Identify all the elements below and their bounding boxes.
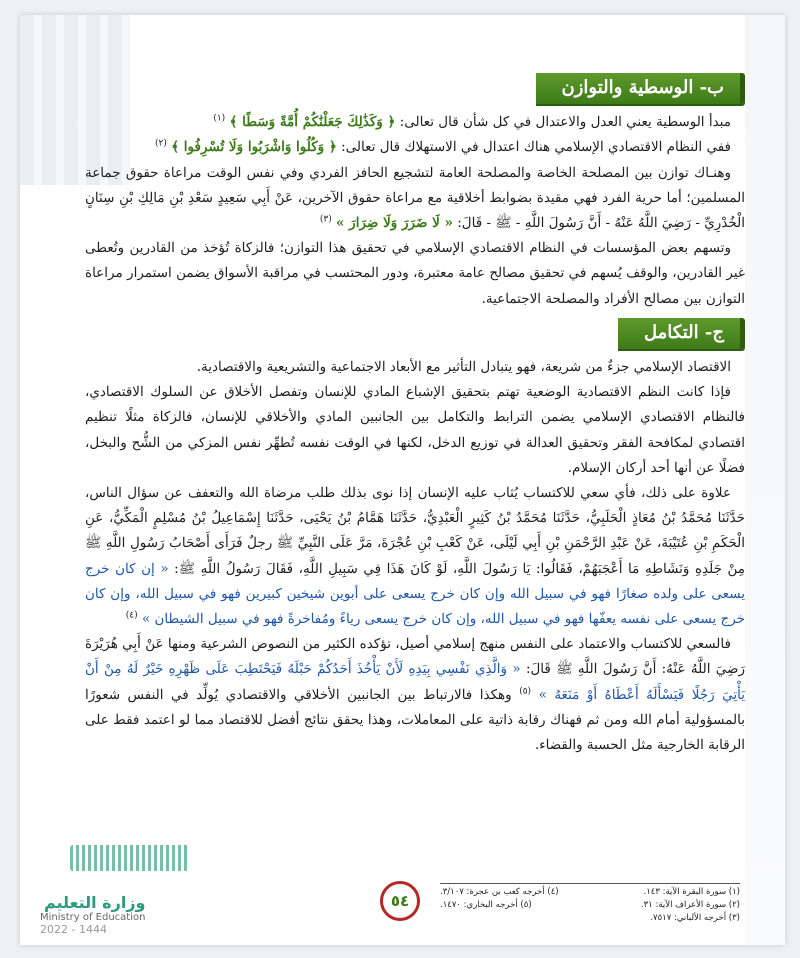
paragraph-text: وهنـاك توازن بين المصلحة الخاصة والمصلحة العامة لتشجيع الحافز الفردي وفي نفس الوقت مراعاة حقوق جماعة المسلمين؛ أما حرية الفرد فهي مقيدة بضوابط أخلاقية مع مراعاة حقوق الآخرين، عَنْ أَبِي سَعِيدٍ سَعْدِ بْنِ مَالِكِ بْنِ سِنَانٍ الْخُدْرِيِّ - رَضِيَ اللَّهُ عَنْهُ - أَنَّ رَسُولَ اللَّهِ - ﷺ - قَالَ: [85,164,745,232]
ministry-logo [40,893,145,936]
paragraph-text: ففي النظام الاقتصادي الإسلامي هناك اعتدال في الاستهلاك قال تعالى: [336,139,731,156]
page-content [85,67,745,758]
section-b-heading: ب- الوسطية والتوازن [536,73,745,104]
section-c-heading: ج- التكامل [618,318,745,349]
footnote: (٥) أخرجه البخاري: ١٤٧٠. [440,900,532,910]
footnote-ref: (٥) [519,686,532,697]
quran-verse: ﴿ وَكَذَٰلِكَ جَعَلْنَٰكُمْ أُمَّةً وَسَطًا ﴾ [229,114,396,131]
page-footer [20,875,785,945]
section-b-paragraph-3 [85,161,745,237]
footnote-ref: (٣) [319,214,332,225]
section-b-paragraph-2 [85,135,745,160]
section-b-paragraph-1 [85,110,745,135]
section-c-paragraph-4 [85,632,745,758]
footnote-ref: (٤) [125,610,138,621]
quran-verse: ﴿ وَكُلُوا وَاشْرَبُوا وَلَا تُسْرِفُوا ﴾ [171,139,337,156]
footnote: (٤) أخرجه كعب بن عجرة: ٣/١٠٧. [440,887,559,897]
footnote-row [440,899,740,912]
section-c-paragraph-1: الاقتصاد الإسلامي جزءٌ من شريعة، فهو يتبادل التأثير مع الأبعاد الاجتماعية والتشريعية والاقتصادية. [196,359,731,376]
edition-year: 2022 - 1444 [40,923,107,936]
section-c-paragraph-2: فإذا كانت النظم الاقتصادية الوضعية تهتم بتحقيق الإشباع المادي للإنسان وتفصل الأخلاق عن السلوك الاقتصادي، فالنظام الاقتصادي الإسلامي يضمن الترابط والتكامل بين الجانبين المادي والأخلاقي للإنسان، فالزكاة مثلًا تنظيم اقتصادي لمكافحة الفقر وتحقيق العدالة في توزيع الدخل، لكنها في الوقت نفسه تُطهِّر نفس المزكي من الشُّح والبخل، فضلًا عن أنها أحد أركان الإسلام. [85,384,745,476]
section-b-paragraph-4: وتسهم بعض المؤسسات في النظام الاقتصادي الإسلامي في تحقيق هذا التوازن؛ فالزكاة تُؤخذ من القادرين وتُعطى غير القادرين، والوقف يُسهم في تحقيق مصالح عامة معتبرة، ودور المحتسب في مراقبة الأسواق يضمن استمرار مراعاة التوازن بين مصالح الأفراد والمصلحة الاجتماعية. [85,240,745,307]
ministry-name-ar: وزارة التعليم [43,893,146,912]
paragraph-text: وهكذا فالارتباط بين الجانبين الأخلاقي والاقتصادي يُولِّد في النفس شعورًا بالمسؤولية أمام الله ومن ثم فهناك رقابة ذاتية على المعاملات، وهذا يحقق نتائج أفضل للاقتصاد مما لو اعتمد فقط على الرقابة الخارجية مثل الحسبة والقضاء. [85,686,745,754]
footnote-ref: (٢) [155,138,167,149]
paragraph-text: علاوة على ذلك، فأي سعي للاكتساب يُثاب عليه الإنسان إذا نوى بذلك طلب مرضاة الله والتعفف عن سؤال الناس، حَدَّثَنَا مُحَمَّدُ بْنُ مُعَاذٍ الْحَلَبِيُّ، حَدَّثَنَا مُحَمَّدُ بْنُ كَثِيرٍ الْعَبْدِيُّ، حَدَّثَنَا هَمَّامُ بْنُ يَحْيَى، حَدَّثَنَا إِسْمَاعِيلُ بْنُ مُسْلِمٍ الْمَكِّيُّ، عَنِ الْحَكَمِ بْنِ عُتَيْبَةَ، عَنْ عَبْدِ الرَّحْمَنِ بْنِ أَبِي لَيْلَى، عَنْ كَعْبِ بْنِ عُجْرَةَ، مَرَّ عَلَى النَّبِيِّ ﷺ رجلٌ فَرَأَى أَصْحَابُ رَسُولِ اللَّهِ ﷺ مِنْ جَلَدِهِ وَنَشَاطِهِ مَا أَعْجَبَهُمْ، فَقَالُوا: يَا رَسُولَ اللَّهِ، لَوْ كَانَ هَذَا فِي سَبِيلِ اللَّهِ، فَقَالَ رَسُولُ اللَّهِ ﷺ: [85,485,745,577]
section-b-heading-wrap [85,73,745,107]
section-c-heading-wrap [85,318,745,352]
footnote-row [440,912,740,925]
paragraph-text: مبدأ الوسطية يعني العدل والاعتدال في كل شأن قال تعالى: [395,114,731,131]
footnote-row [440,886,740,899]
footnote: (٢) سورة الأعراف الآية: ٣١. [640,900,740,910]
hadith-text: « لَا ضَرَرَ وَلَا ضِرَارَ » [336,215,453,232]
page-number-badge: ٥٤ [380,881,420,921]
footnote-ref: (١) [213,113,226,124]
paragraph-text: فالسعي للاكتساب والاعتماد على النفس منهج إسلامي أصيل، تؤكده الكثير من النصوص الشرعية ومنها عَنْ أَبِي هُرَيْرَةَ رَضِيَ اللَّهُ عَنْهُ: أَنَّ رَسُولَ اللَّهِ ﷺ قَالَ: [85,636,746,678]
footnote: (١) سورة البقرة الآية: ١٤٣. [643,887,740,897]
section-c-paragraph-3 [85,481,745,632]
margin-decoration [745,15,785,945]
hadith-text: « وَالَّذِي نَفْسِي بِيَدِهِ لَأَنْ يَأْخُذَ أَحَدُكُمْ حَبْلَهُ فَيَحْتَطِبَ عَلَى ظَهْرِهِ خَيْرٌ لَهُ مِنْ أَنْ يَأْتِيَ رَجُلًا فَيَسْأَلَهُ أَعْطَاهُ أَوْ مَنَعَهُ » [85,661,745,703]
footnote: (٣) أخرجه الألباني: ٧٥١٧. [650,913,740,923]
hadith-text: « إن كان خرج يسعى على ولده صغارًا فهو في سبيل الله وإن كان خرج يسعى على أبوين شيخين كبيرين فهو في سبيل الله، وإن كان خرج يسعى على نفسه يعفّها فهو في سبيل الله، وإن كان خرج يسعى رياءً ومُفاخرةً فهو في سبيل الشيطان » [85,560,745,628]
vision-2030-logo-pattern [70,845,190,871]
document-page [20,15,785,945]
ministry-name-en: Ministry of Education [40,912,146,923]
footnotes [440,883,740,925]
